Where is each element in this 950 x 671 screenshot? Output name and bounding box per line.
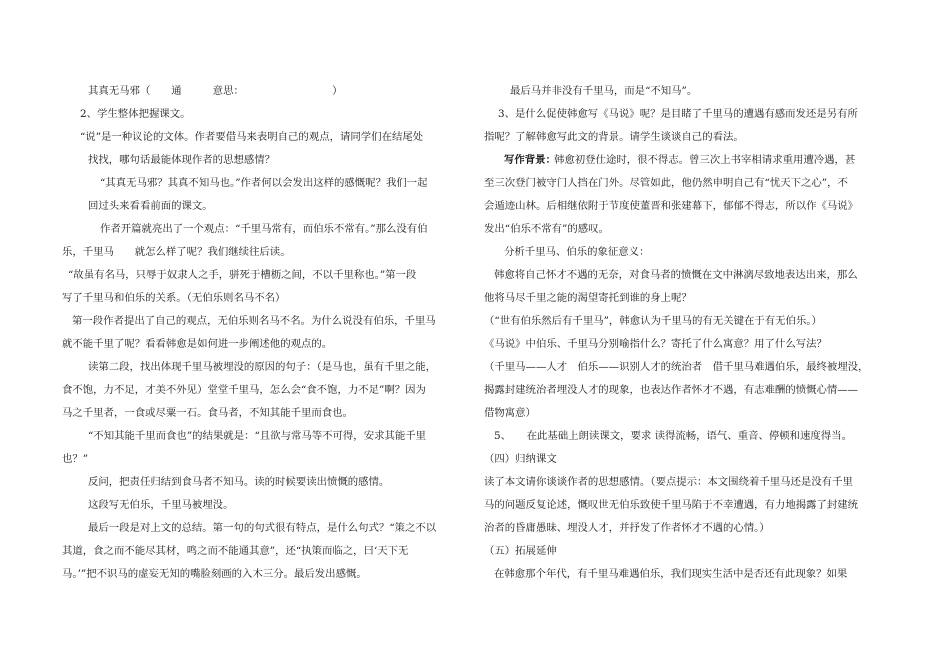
text-line: 就不能千里了呢？看看韩愈是如何进一步阐述他的观点的。 [62,338,333,350]
section-heading: （五）拓展延伸 [484,545,557,557]
text-line: 乐，千里马 就怎么样了呢？我们继续往后读。 [62,246,291,258]
text-line: 回过头来看看前面的课文。 [88,200,213,212]
text-line: 会遁迹山林。后相继依附于节度使董晋和张建幕下，郁郁不得志，所以作《马说》 [484,200,859,212]
text-line: 《马说》中伯乐、千里马分别喻指什么？寄托了什么寓意？用了什么写法？ [484,338,827,350]
text-line: 韩愈将自己怀才不遇的无奈，对食马者的愤慨在文中淋漓尽致地表达出来，那么 [494,269,858,281]
background-heading: 写作背景： [504,154,556,166]
text-line: 也？” [62,453,89,465]
section-heading: （四）归纳课文 [484,453,557,465]
text-line: 作者开篇就亮出了一个观点：“千里马常有，而伯乐不常有。”那么没有伯 [100,223,428,235]
text-line: 读了本文请你谈谈作者的思想感情。（要点提示：本文围绕着千里马还是没有千里 [484,476,853,488]
text-line: 反问，把责任归结到食马者不知马。读的时候要读出愤慨的感情。 [88,476,390,488]
text-line: 读第二段，找出体现千里马被埋没的原因的句子：（是马也，虽有千里之能， [88,361,437,373]
text-line: 他将马尽千里之能的渴望寄托到谁的身上呢？ [484,292,692,304]
text-line: 3、是什么促使韩愈写《马说》呢？是目睹了千里马的遭遇有感而发还是另有所 [498,108,858,120]
text-line: 韩愈初登仕途时，很不得志。曾三次上书宰相请求重用遭冷遇，甚 [554,154,856,166]
text-line: “不知其能千里而食也”的结果就是：“且欲与常马等不可得，安求其能千里 [88,430,427,442]
text-line: 马的问题反复论述，慨叹世无伯乐致使千里马陷于不幸遭遇，有力地揭露了封建统 [484,499,859,511]
text-line: 5、 在此基础上朗读课文，要求 读得流畅，语气、重音、停顿和速度得当。 [494,430,852,442]
text-line: 找找，哪句话最能体现作者的思想感情？ [88,154,276,166]
text-line: （“世有伯乐然后有千里马”，韩愈认为千里马的有无关键在于有无伯乐。） [484,315,822,327]
text-line: 最后一段是对上文的总结。第一句的句式很有特点，是什么句式？“策之不以 [88,522,437,534]
text-line: 最后马并非没有千里马，而是“不知马”。 [510,85,698,97]
text-line: 其真无马邪（ 通 意思： ） [88,85,343,97]
text-line: 马。’”把不识马的虚妄无知的嘴脸刻画的入木三分。最后发出感慨。 [62,568,367,580]
section-heading: 2、学生整体把握课文。 [80,108,191,120]
text-line: 食不饱，力不足，才美不外见）堂堂千里马，怎么会“食不饱，力不足”啊？因为 [62,384,426,396]
text-line: 发出“伯乐不常有”的感叹。 [484,223,609,235]
text-line: 借物寓意） [484,407,536,419]
text-line: 在韩愈那个年代，有千里马难遇伯乐，我们现实生活中是否还有此现象？如果 [494,568,848,580]
text-line: 其道，食之而不能尽其材，鸣之而不能通其意”，还“执策而临之，曰‘天下无 [62,545,409,557]
text-line: 第一段作者提出了自己的观点，无伯乐则名马不名。为什么说没有伯乐，千里马 [72,315,436,327]
text-line: “其真无马邪？其真不知马也。”作者何以会发出这样的感慨呢？我们一起 [100,177,428,189]
text-line: 这段写无伯乐，千里马被埋没。 [88,499,234,511]
text-line: （千里马——人才 伯乐——识别人才的统治者 借千里马难遇伯乐，最终被埋没， [484,361,869,373]
text-line: 指呢？了解韩愈写此文的背景。请学生谈谈自己的看法。 [484,131,744,143]
text-line: 治者的昏庸愚昧、埋没人才，并抒发了作者怀才不遇的心情。） [484,522,770,534]
text-line: 揭露封建统治者埋没人才的现象，也表达作者怀才不遇，有志难酬的愤慨心情—— [484,384,859,396]
text-line: “故虽有名马，只辱于奴隶人之手，骈死于槽枥之间，不以千里称也。”第一段 [68,269,417,281]
text-line: 至三次登门被守门人挡在门外。尽管如此，他仍然申明自己有“忧天下之心”，不 [484,177,848,189]
text-line: 分析千里马、伯乐的象征意义： [504,246,650,258]
text-line: 写了千里马和伯乐的关系。（无伯乐则名马不名） [62,292,286,304]
text-line: “说”是一种议论的文体。作者要借马来表明自己的观点，请同学们在结尾处 [80,131,424,143]
text-line: 马之千里者，一食或尽粟一石。食马者，不知其能千里而食也。 [62,407,353,419]
